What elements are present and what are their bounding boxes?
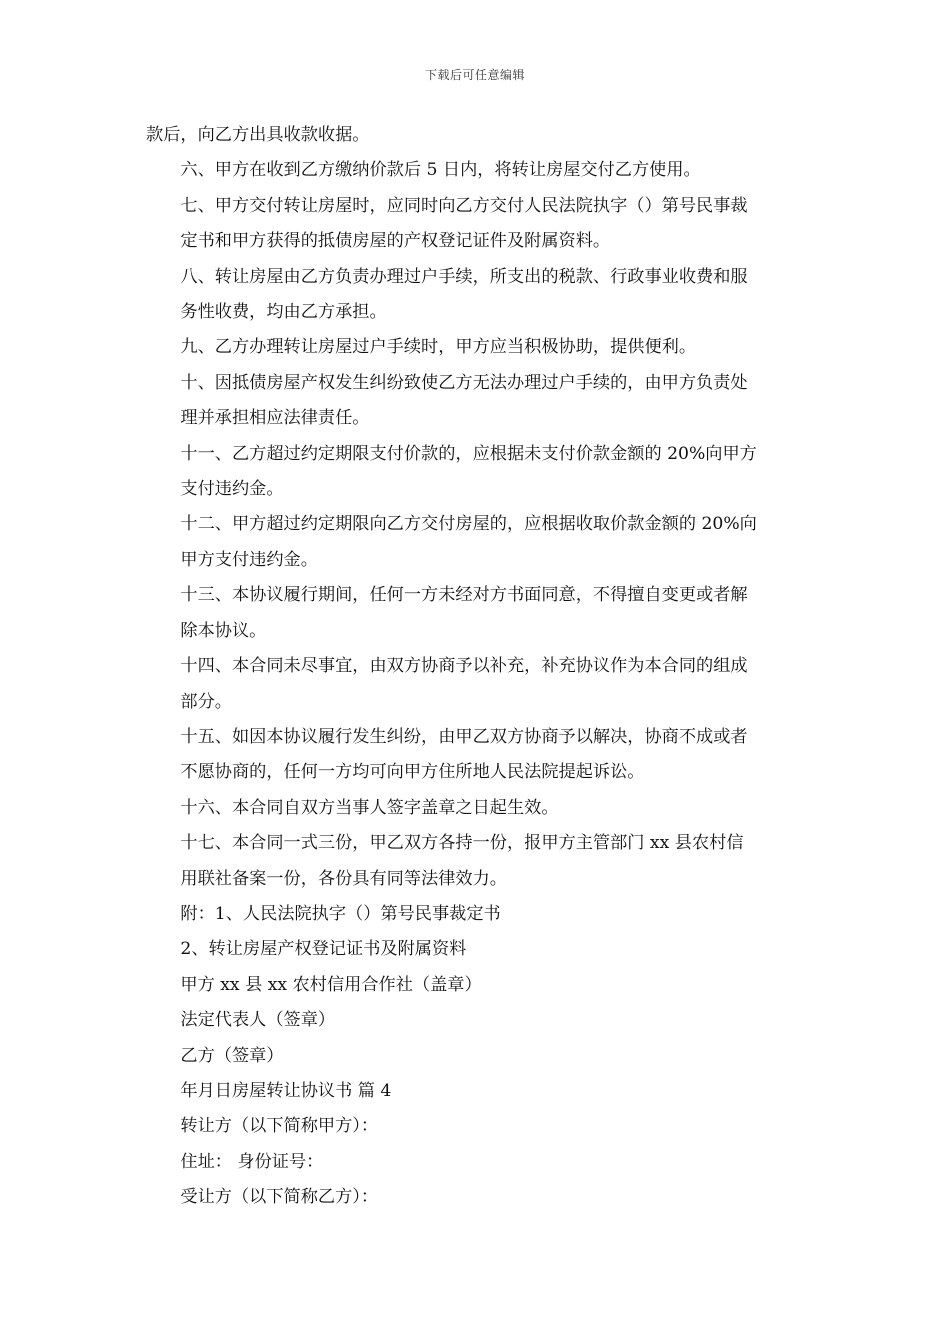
paragraph: [146, 1180, 810, 1215]
paragraph: [146, 366, 810, 437]
paragraph: [146, 932, 810, 967]
paragraph-line: 款后，向乙方出具收款收据。: [146, 125, 370, 145]
paragraph: [146, 1109, 810, 1144]
paragraph: [146, 330, 810, 365]
page-header-note: 下载后可任意编辑: [424, 68, 525, 82]
paragraph: [146, 1145, 810, 1180]
paragraph-line: 十、因抵债房屋产权发生纠纷致使乙方无法办理过户手续的，由甲方负责处: [180, 372, 748, 393]
paragraph-line: 六、甲方在收到乙方缴纳价款后 5 日内，将转让房屋交付乙方使用。: [180, 160, 701, 181]
paragraph-line: 甲方支付违约金。: [180, 549, 318, 570]
paragraph-line: 十一、乙方超过约定期限支付价款的，应根据未支付价款金额的 20%向甲方: [180, 443, 757, 464]
paragraph: [146, 1039, 810, 1074]
paragraph-line: 支付违约金。: [180, 479, 284, 500]
paragraph-line: 七、甲方交付转让房屋时，应同时向乙方交付人民法院执字（）第号民事裁: [180, 195, 748, 216]
paragraph-line: 十四、本合同未尽事宜，由双方协商予以补充，补充协议作为本合同的组成: [180, 656, 748, 677]
paragraph: [146, 826, 810, 897]
paragraph-line: 转让方（以下简称甲方）：: [180, 1116, 379, 1137]
paragraph: [146, 578, 810, 649]
paragraph: [146, 507, 810, 578]
paragraph: [146, 968, 810, 1003]
paragraph-line: 不愿协商的，任何一方均可向甲方住所地人民法院提起诉讼。: [180, 762, 645, 783]
paragraph-line: 十六、本合同自双方当事人签字盖章之日起生效。: [180, 797, 559, 818]
paragraph-line: 住址： 身份证号：: [180, 1151, 324, 1172]
paragraph-line: 2、转让房屋产权登记证书及附属资料: [180, 939, 467, 960]
paragraph: [146, 437, 810, 508]
paragraph-line: 甲方 xx 县 xx 农村信用合作社（盖章）: [180, 974, 482, 995]
paragraph: [146, 1074, 810, 1109]
paragraph-line: 八、转让房屋由乙方负责办理过户手续，所支出的税款、行政事业收费和服: [180, 266, 748, 287]
paragraph: [146, 260, 810, 331]
document-body: [146, 118, 810, 1216]
paragraph: [146, 189, 810, 260]
paragraph-line: 乙方（签章）: [180, 1045, 284, 1066]
paragraph-line: 九、乙方办理转让房屋过户手续时，甲方应当积极协助，提供便利。: [180, 337, 697, 358]
paragraph: [146, 1003, 810, 1038]
paragraph-line: 除本协议。: [180, 620, 267, 641]
paragraph-line: 法定代表人（签章）: [180, 1010, 336, 1031]
paragraph-line: 定书和甲方获得的抵债房屋的产权登记证件及附属资料。: [180, 231, 611, 252]
paragraph-line: 用联社备案一份，各份具有同等法律效力。: [180, 868, 507, 889]
paragraph-line: 附：1、人民法院执字（）第号民事裁定书: [180, 903, 501, 924]
paragraph: [146, 897, 810, 932]
paragraph-line: 务性收费，均由乙方承担。: [180, 302, 387, 323]
paragraph-line: 部分。: [180, 691, 232, 712]
paragraph: [146, 649, 810, 720]
paragraph-line: 年月日房屋转让协议书 篇 4: [180, 1080, 392, 1101]
paragraph-line: 受让方（以下简称乙方）：: [180, 1187, 379, 1208]
paragraph-line: 十二、甲方超过约定期限向乙方交付房屋的，应根据收取价款金额的 20%向: [180, 514, 757, 535]
paragraph-line: 十三、本协议履行期间，任何一方未经对方书面同意，不得擅自变更或者解: [180, 585, 748, 606]
paragraph-line: 十七、本合同一式三份，甲乙双方各持一份，报甲方主管部门 xx 县农村信: [180, 833, 744, 854]
paragraph-line: 理并承担相应法律责任。: [180, 408, 370, 429]
paragraph-line: 十五、如因本协议履行发生纠纷，由甲乙双方协商予以解决，协商不成或者: [180, 726, 748, 747]
paragraph: [146, 720, 810, 791]
paragraph: [146, 791, 810, 826]
paragraph: [146, 118, 810, 153]
paragraph: [146, 153, 810, 188]
